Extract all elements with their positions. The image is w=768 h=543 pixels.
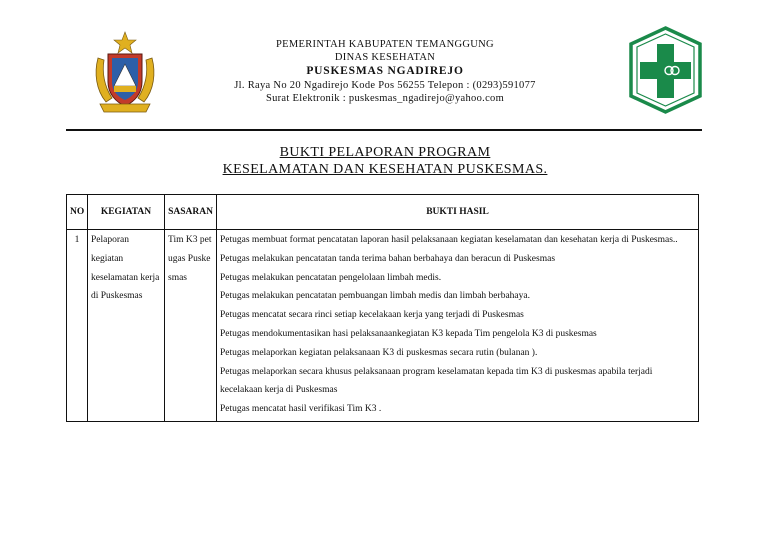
letterhead-divider [66,129,702,131]
government-name: PEMERINTAH KABUPATEN TEMANGGUNG [276,39,494,50]
table-header-row [67,195,699,230]
evidence-item: Petugas mendokumentasikan hasi pelaksanaankegiatan K3 kepada Tim pengelola K3 di puskesmas [220,328,597,339]
column-header-bukti-hasil: BUKTI HASIL [217,195,699,230]
table-row [67,230,699,422]
department-name: DINAS KESEHATAN [334,52,436,64]
puskesmas-cross-icon [628,26,703,114]
evidence-item: Petugas melakukan pencatatan tanda terima bahan berbahaya dan beracun di Puskesmas [220,253,556,264]
column-header-no: NO [67,195,88,230]
document-title: BUKTI PELAPORAN PROGRAM [279,145,491,160]
row-sasaran: Tim K3 petugas Puskesmas [165,230,217,422]
letterhead [200,38,570,105]
evidence-item: Petugas melaporkan kegiatan pelaksanaan K3 di puskesmas secara rutin (bulanan ). [220,347,538,358]
temanggung-crest-icon [92,28,158,116]
column-header-kegiatan: KEGIATAN [88,195,165,230]
document-subtitle: KESELAMATAN DAN KESEHATAN PUSKESMAS. [222,162,548,177]
institution-name: PUSKESMAS NGADIREJO [306,65,464,78]
email-line: Surat Elektronik : puskesmas_ngadirejo@yahoo.com [265,92,505,104]
row-bukti-hasil [217,230,699,422]
row-number: 1 [67,230,88,422]
evidence-item: Petugas melakukan pencatatan pengelolaan limbah medis. [220,272,442,283]
row-kegiatan: Pelaporan kegiatan keselamatan kerja di Puskesmas [88,230,165,422]
evidence-item: Petugas melakukan pencatatan pembuangan limbah medis dan limbah berbahaya. [220,291,530,302]
evidence-item: Petugas mencatat secara rinci setiap kecelakaan kerja yang terjadi di Puskesmas [220,310,524,321]
report-table [66,194,699,422]
evidence-item: Petugas membuat format pencatatan laporan hasil pelaksanaan kegiatan keselamatan dan kesehatan kerja di Puskesmas.. [220,235,678,245]
column-header-sasaran: SASARAN [165,195,217,230]
address-line: Jl. Raya No 20 Ngadirejo Kode Pos 56255 Telepon : (0293)591077 [234,79,536,91]
evidence-item: Petugas mencatat hasil verifikasi Tim K3 . [220,404,382,415]
evidence-item: Petugas melaporkan secara khusus pelaksanaan program keselamatan kepada tim K3 di puskesmas apabila terjadi kecelakaan kerja di Puskesmas [220,366,653,396]
